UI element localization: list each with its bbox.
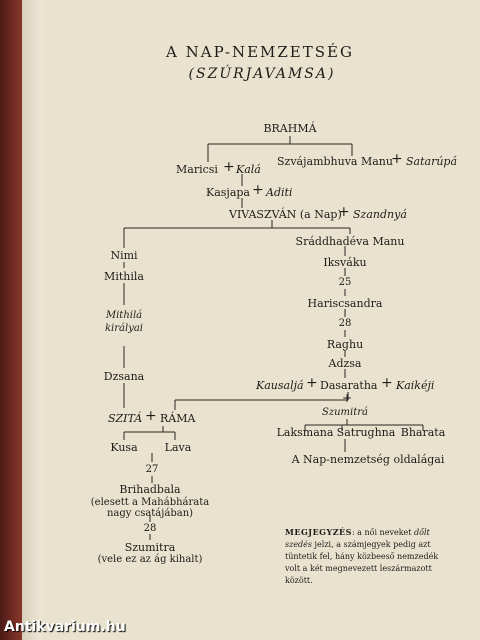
node-maricsi: Maricsi <box>176 163 218 176</box>
node-dzsana: Dzsana <box>103 370 145 383</box>
generation-count-27: 27 <box>145 464 159 475</box>
node-brihadbala-note-1: (elesett a Mahábhárata <box>90 497 210 508</box>
plus-sign: + <box>381 375 393 391</box>
plus-sign: + <box>342 391 353 405</box>
node-sraddhadeva-manu: Sráddhadéva Manu <box>295 235 405 248</box>
node-szumitra: Szumitra <box>124 541 176 554</box>
plus-sign: + <box>391 151 403 167</box>
footnote-heading: MEGJEGYZÉS <box>285 527 352 537</box>
node-aditi: Aditi <box>266 186 293 199</box>
plus-sign: + <box>338 204 350 220</box>
node-satarupa: Satarúpá <box>406 155 458 168</box>
node-satrughna: Satrughna <box>336 426 396 439</box>
node-adzsa: Adzsa <box>328 357 362 370</box>
generation-count-28: 28 <box>143 523 157 534</box>
node-szvajambhuva-manu: Szvájambhuva Manu <box>277 155 393 168</box>
node-szandnya: Szandnyá <box>353 208 407 221</box>
node-mithila: Mithila <box>104 270 144 283</box>
page-subtitle: (SZÚRJAVAMSA) <box>188 66 336 82</box>
node-szumitra-note: (vele ez az ág kihalt) <box>97 554 203 565</box>
node-hariscsandra: Hariscsandra <box>307 297 383 310</box>
generation-count-28: 28 <box>338 318 352 329</box>
node-brihadbala: Brihadbala <box>119 483 181 496</box>
node-dasaratha: Dasaratha <box>320 379 378 392</box>
page-title: A NAP-NEMZETSÉG <box>166 43 354 61</box>
node-kausalja: Kausaljá <box>256 379 304 392</box>
node-brahma: BRAHMÁ <box>263 122 317 135</box>
node-szumitra-queen: Szumitrá <box>322 407 369 418</box>
node-raghu: Raghu <box>326 338 364 351</box>
node-kaikeji: Kaikéji <box>396 379 435 392</box>
label-mithila-kiralyai-2: királyai <box>104 323 144 334</box>
footnote-text-3: jelzi, a számjegyek pedig azt tüntetik fel, hány közbeeső nemzedék volt a két megnevezett leszármazott között. <box>285 540 439 585</box>
node-laksmana: Laksmana <box>276 426 334 439</box>
node-kala: Kalá <box>236 163 261 176</box>
footnote <box>285 526 453 587</box>
plus-sign: + <box>223 159 235 175</box>
node-nimi: Nimi <box>110 249 138 262</box>
node-szita: SZITÁ <box>108 412 143 425</box>
watermark-logo: Antikvarium.hu <box>4 619 126 635</box>
node-rama: RÁMA <box>160 412 196 425</box>
node-iksvaku: Iksváku <box>323 256 367 269</box>
node-vivaszvan: VIVASZVÁN (a Nap) <box>229 208 342 221</box>
label-mithila-kiralyai-1: Mithilá <box>105 310 143 321</box>
node-lava: Lava <box>164 441 192 454</box>
plus-sign: + <box>306 375 318 391</box>
generation-count-25: 25 <box>338 277 352 288</box>
footnote-text-1: : a női neveket <box>351 528 415 537</box>
footnote-italic-word: dőlt <box>414 528 430 537</box>
plus-sign: + <box>145 408 157 424</box>
plus-sign: + <box>252 182 264 198</box>
footnote-text-2: szedés <box>285 540 313 549</box>
node-kasjapa: Kasjapa <box>206 186 250 199</box>
node-brihadbala-note-2: nagy csatájában) <box>106 508 194 519</box>
node-oldalagai: A Nap-nemzetség oldalágai <box>291 453 445 466</box>
node-kusa: Kusa <box>110 441 138 454</box>
node-bharata: Bharata <box>400 426 446 439</box>
